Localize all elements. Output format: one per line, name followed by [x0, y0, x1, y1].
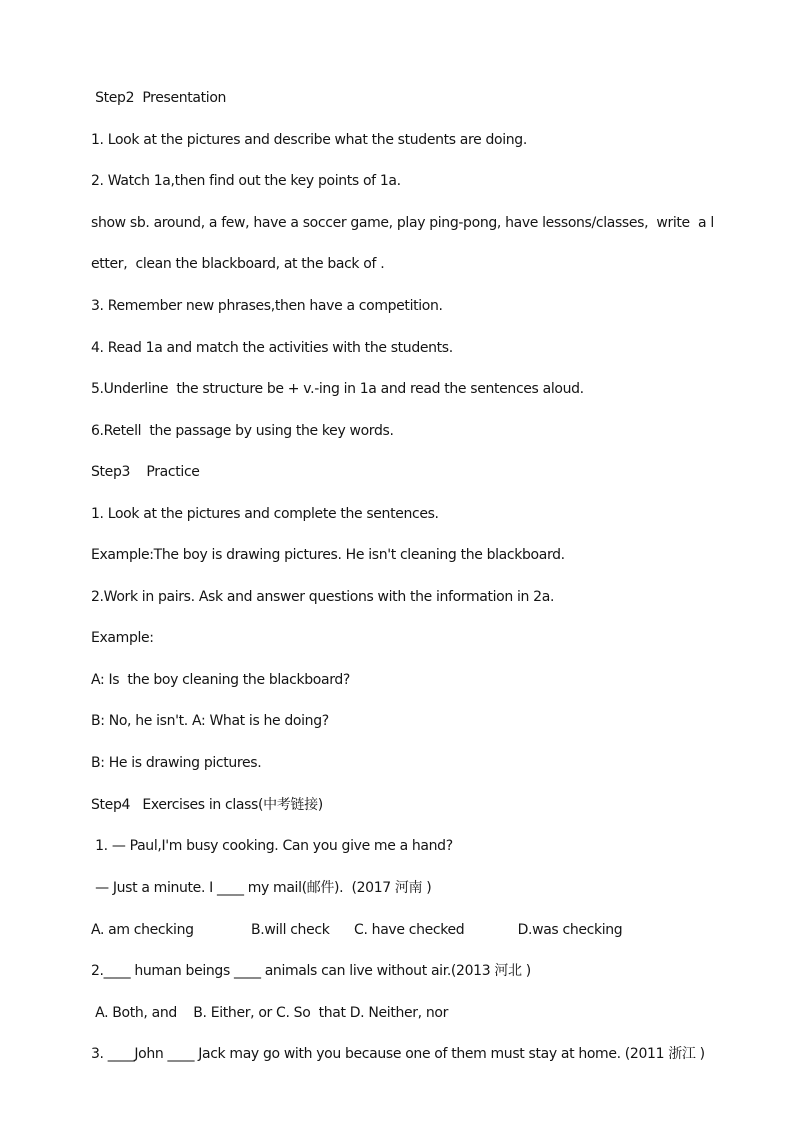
exercise-1-question: 1. — Paul,I'm busy cooking. Can you give me a hand?	[91, 838, 453, 854]
dialogue-line-2: B: No, he isn't. A: What is he doing?	[91, 713, 329, 729]
presentation-item-4: 4. Read 1a and match the activities with the students.	[91, 340, 453, 356]
presentation-item-2: 2. Watch 1a,then find out the key points of 1a.	[91, 173, 401, 189]
presentation-item-5: 5.Underline the structure be + v.-ing in 1a and read the sentences aloud.	[91, 381, 584, 397]
practice-item-2: 2.Work in pairs. Ask and answer questions with the information in 2a.	[91, 589, 555, 605]
exercise-1-options: A. am checking B.will check C. have checked D.was checking	[91, 922, 623, 938]
presentation-item-6: 6.Retell the passage by using the key words.	[91, 423, 394, 439]
example-label: Example:	[91, 630, 154, 646]
key-points-line-1: show sb. around, a few, have a soccer game, play ping-pong, have lessons/classes, write a l	[91, 215, 714, 231]
presentation-item-1: 1. Look at the pictures and describe what the students are doing.	[91, 132, 527, 148]
dialogue-line-3: B: He is drawing pictures.	[91, 755, 262, 771]
practice-item-1: 1. Look at the pictures and complete the sentences.	[91, 506, 439, 522]
step2-heading: Step2 Presentation	[91, 90, 227, 106]
exercise-2-question: 2.____ human beings ____ animals can live without air.(2013 河北 )	[91, 963, 531, 979]
key-points-line-2: etter, clean the blackboard, at the back of .	[91, 256, 385, 272]
step4-heading: Step4 Exercises in class(中考链接)	[91, 797, 323, 813]
exercise-1-reply: — Just a minute. I ____ my mail(邮件). (2017 河南 )	[91, 880, 432, 896]
exercise-2-options: A. Both, and B. Either, or C. So that D. Neither, nor	[91, 1005, 448, 1021]
exercise-3-question: 3. ____John ____ Jack may go with you because one of them must stay at home. (2011 浙江 )	[91, 1046, 705, 1062]
step3-heading: Step3 Practice	[91, 464, 200, 480]
practice-example-1: Example:The boy is drawing pictures. He isn't cleaning the blackboard.	[91, 547, 565, 563]
presentation-item-3: 3. Remember new phrases,then have a competition.	[91, 298, 443, 314]
dialogue-line-1: A: Is the boy cleaning the blackboard?	[91, 672, 350, 688]
